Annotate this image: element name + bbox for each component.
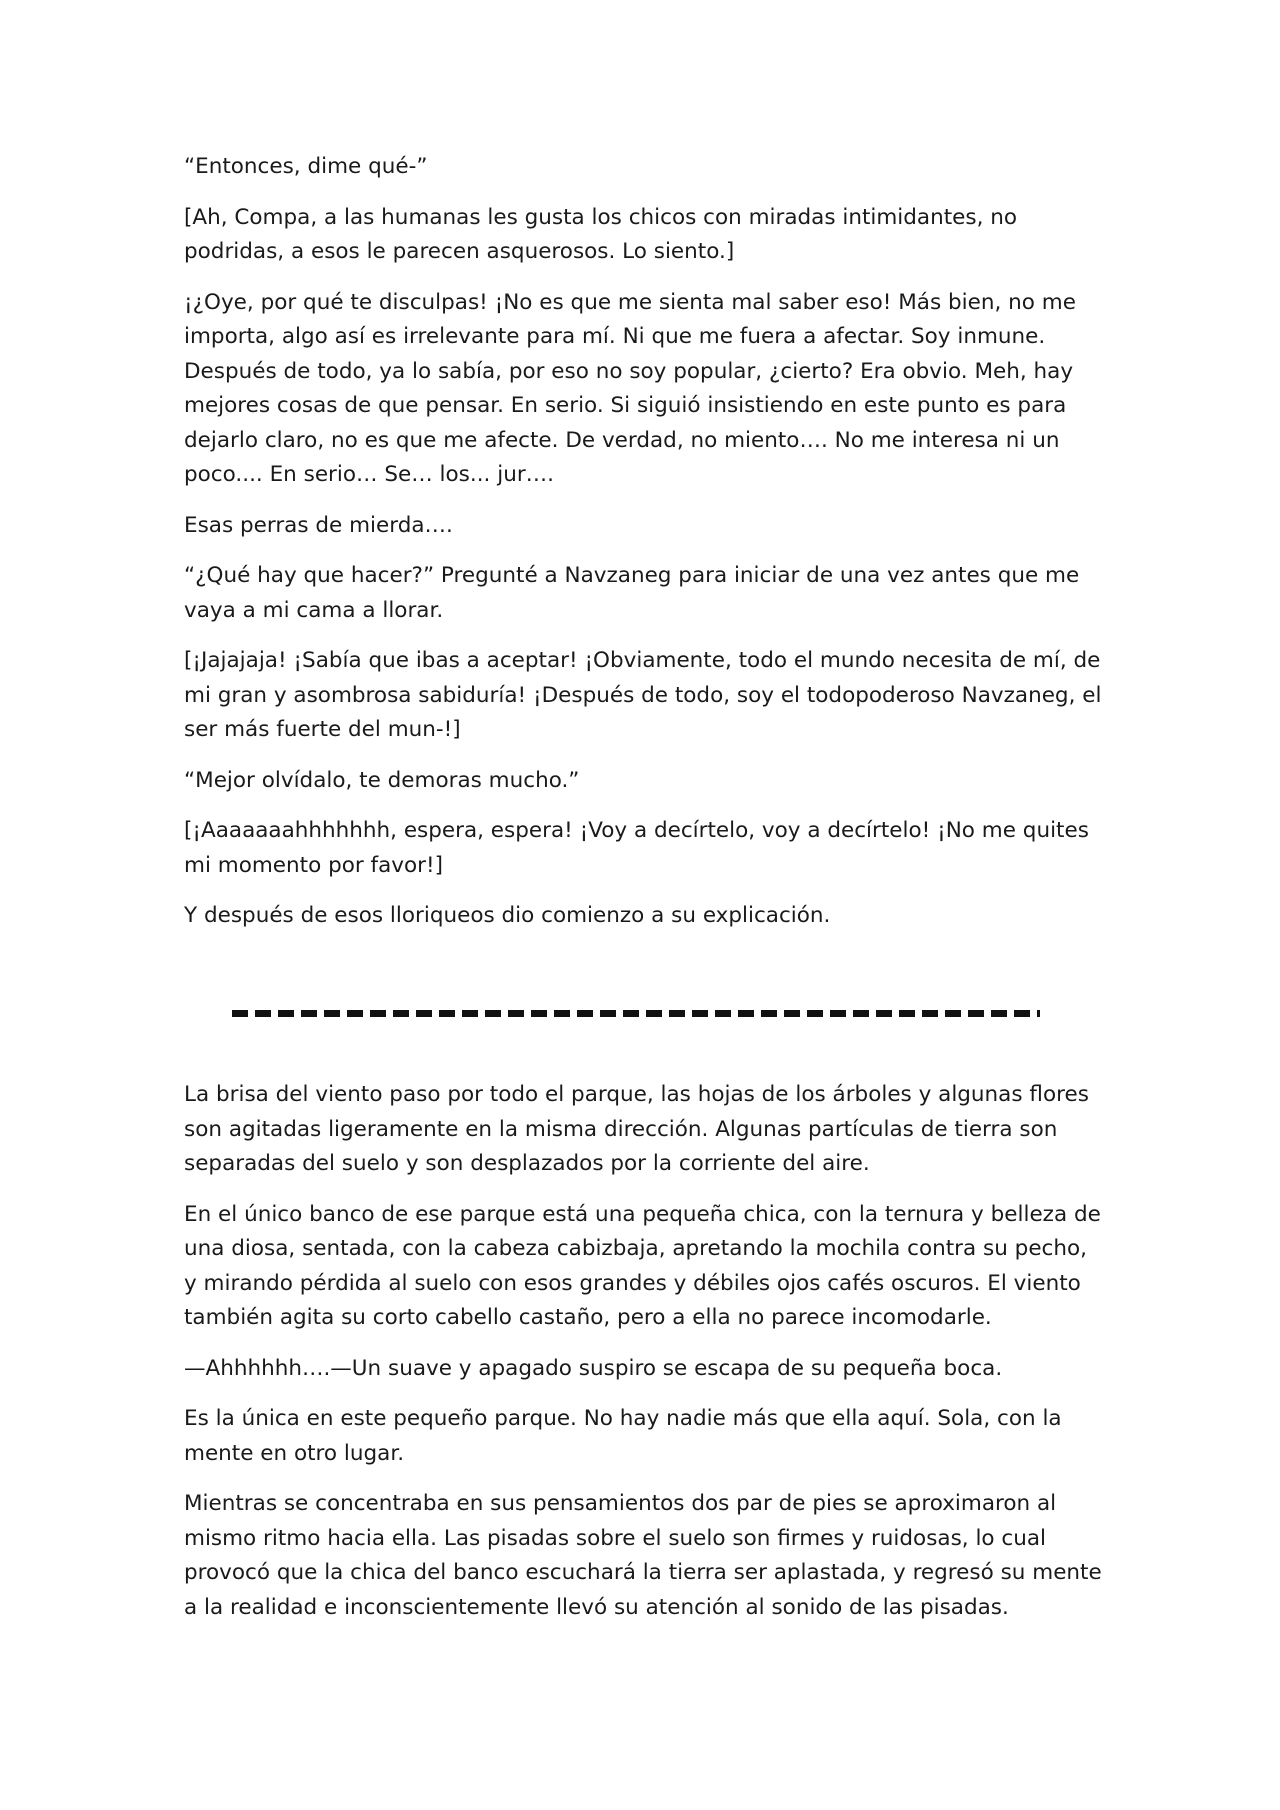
paragraph: Y después de esos lloriqueos dio comienzo a su explicación. bbox=[184, 903, 831, 928]
paragraph: Mientras se concentraba en sus pensamientos dos par de pies se aproximaron al mismo ritmo hacia ella. Las pisadas sobre el suelo son firmes y ruidosas, lo cual provocó que la chica del banco escuchará la tierra ser aplastada, y regresó su mente a la realidad e inconscientemente llevó su atención al sonido de las pisadas. bbox=[184, 1491, 1102, 1620]
paragraph: La brisa del viento paso por todo el parque, las hojas de los árboles y algunas flores son agitadas ligeramente en la misma dirección. Algunas partículas de tierra son separadas del suelo y son desplazados por la corriente del aire. bbox=[184, 1082, 1089, 1176]
text-section-top bbox=[184, 150, 1104, 950]
paragraph: “¿Qué hay que hacer?” Pregunté a Navzaneg para iniciar de una vez antes que me vaya a mi cama a llorar. bbox=[184, 563, 1080, 623]
paragraph: En el único banco de ese parque está una pequeña chica, con la ternura y belleza de una diosa, sentada, con la cabeza cabizbaja, apretando la mochila contra su pecho, y mirando pérdida al suelo con esos grandes y débiles ojos cafés oscuros. El viento también agita su corto cabello castaño, pero a ella no parece incomodarle. bbox=[184, 1201, 1101, 1330]
scene-break-divider bbox=[232, 1010, 1040, 1017]
paragraph: Esas perras de mierda…. bbox=[184, 512, 453, 538]
text-section-bottom bbox=[184, 1078, 1104, 1641]
paragraph: “Entonces, dime qué-” bbox=[184, 154, 428, 179]
paragraph: [Ah, Compa, a las humanas les gusta los chicos con miradas intimidantes, no podridas, a esos le parecen asquerosos. Lo siento.] bbox=[184, 204, 1018, 264]
paragraph: [¡Jajajaja! ¡Sabía que ibas a aceptar! ¡Obviamente, todo el mundo necesita de mí, de mi gran y asombrosa sabiduría! ¡Después de todo, soy el todopoderoso Navzaneg, el ser más fuerte del mun-!] bbox=[184, 648, 1102, 742]
paragraph: “Mejor olvídalo, te demoras mucho.” bbox=[184, 767, 580, 793]
paragraph: [¡Aaaaaaahhhhhhh, espera, espera! ¡Voy a decírtelo, voy a decírtelo! ¡No me quites mi momento por favor!] bbox=[184, 818, 1089, 878]
paragraph: ¡¿Oye, por qué te disculpas! ¡No es que me sienta mal saber eso! Más bien, no me importa, algo así es irrelevante para mí. Ni que me fuera a afectar. Soy inmune. Después de todo, ya lo sabía, por eso no soy popular, ¿cierto? Era obvio. Meh, hay mejores cosas de que pensar. En serio. Si siguió insistiendo en este punto es para dejarlo claro, no es que me afecte. De verdad, no miento…. No me interesa ni un poco.... En serio… Se… los... jur…. bbox=[184, 289, 1076, 487]
paragraph: Es la única en este pequeño parque. No hay nadie más que ella aquí. Sola, con la mente en otro lugar. bbox=[184, 1406, 1062, 1466]
paragraph: —Ahhhhhh….—Un suave y apagado suspiro se escapa de su pequeña boca. bbox=[184, 1355, 1003, 1381]
